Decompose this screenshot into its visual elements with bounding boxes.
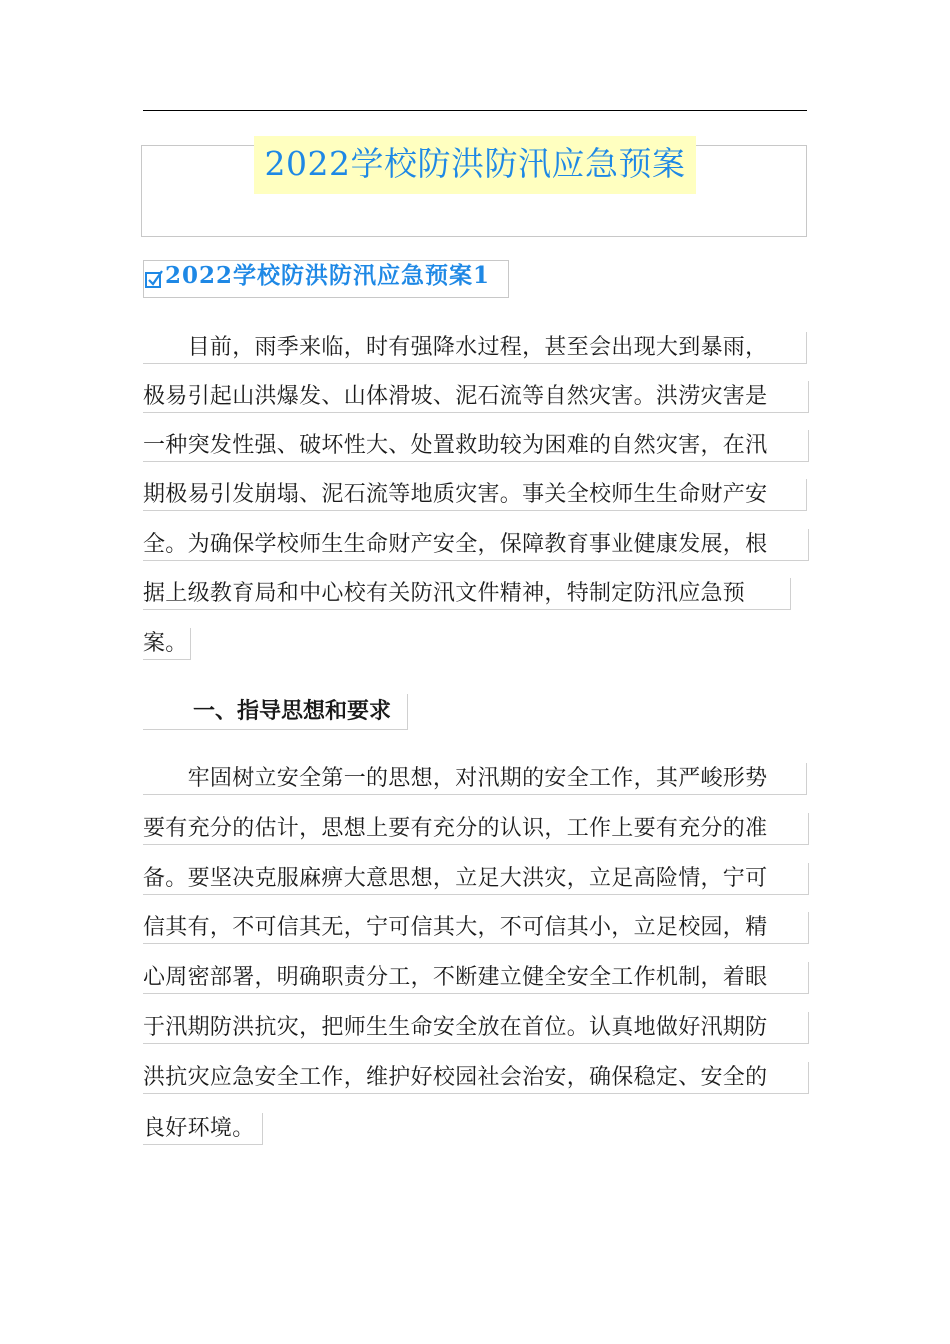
checkbox-icon — [145, 270, 164, 289]
paragraph-line: 期极易引发崩塌、泥石流等地质灾害。事关全校师生生命财产安 — [143, 479, 807, 511]
header-rule — [143, 110, 807, 111]
paragraph-line: 目前，雨季来临，时有强降水过程，甚至会出现大到暴雨， — [143, 332, 807, 364]
paragraph-line: 良好环境。 — [143, 1113, 263, 1145]
paragraph-line: 心周密部署，明确职责分工，不断建立健全安全工作机制，着眼 — [143, 962, 809, 994]
section-heading: 一、指导思想和要求 — [143, 694, 408, 730]
paragraph-line: 案。 — [143, 628, 191, 660]
page-title: 2022学校防洪防汛应急预案 — [254, 136, 696, 194]
paragraph-line: 全。为确保学校师生生命财产安全，保障教育事业健康发展，根 — [143, 529, 809, 561]
section-title: 2022学校防洪防汛应急预案1 — [165, 262, 491, 289]
paragraph-line: 据上级教育局和中心校有关防汛文件精神，特制定防汛应急预 — [143, 578, 791, 610]
paragraph-line: 信其有，不可信其无，宁可信其大，不可信其小，立足校园，精 — [143, 912, 809, 944]
paragraph-line: 备。要坚决克服麻痹大意思想，立足大洪灾，立足高险情，宁可 — [143, 863, 809, 895]
paragraph-line: 牢固树立安全第一的思想，对汛期的安全工作，其严峻形势 — [143, 763, 807, 795]
paragraph-line: 洪抗灾应急安全工作，维护好校园社会治安，确保稳定、安全的 — [143, 1062, 809, 1094]
paragraph-line: 极易引起山洪爆发、山体滑坡、泥石流等自然灾害。洪涝灾害是 — [143, 381, 809, 413]
paragraph-line: 要有充分的估计，思想上要有充分的认识，工作上要有充分的准 — [143, 813, 809, 845]
paragraph-line: 于汛期防洪抗灾，把师生生命安全放在首位。认真地做好汛期防 — [143, 1012, 809, 1044]
paragraph-line: 一种突发性强、破坏性大、处置救助较为困难的自然灾害，在汛 — [143, 430, 809, 462]
